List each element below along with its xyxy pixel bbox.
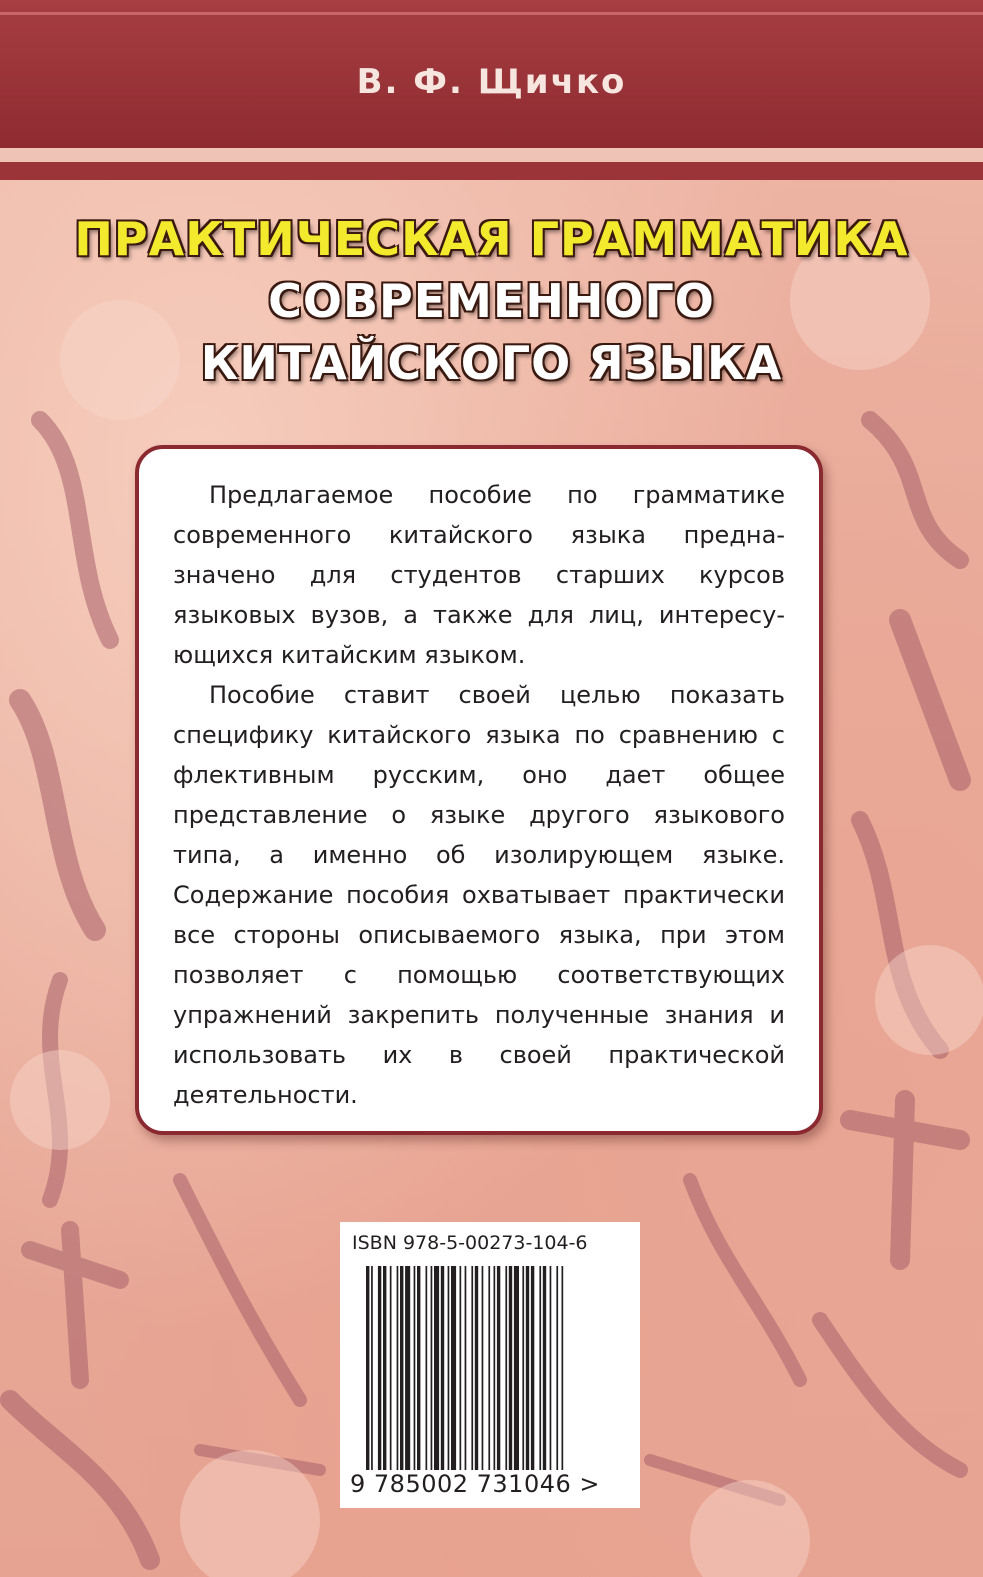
decorative-stripes: [0, 148, 983, 180]
barcode-bar: [505, 1266, 507, 1470]
barcode-bar: [556, 1266, 558, 1470]
title-line-2: СОВРЕМЕННОГО: [268, 274, 715, 328]
barcode-bar: [482, 1266, 484, 1470]
barcode-bar: [434, 1266, 439, 1470]
barcode-bar: [390, 1266, 392, 1470]
author-name: В. Ф. Щичко: [356, 62, 627, 102]
barcode-bar: [400, 1266, 403, 1470]
barcode-bar: [417, 1266, 420, 1470]
barcode-bar: [514, 1266, 519, 1470]
description-box: [135, 445, 823, 1135]
barcode-bar: [441, 1266, 444, 1470]
barcode-bar: [543, 1266, 546, 1470]
barcode-bar: [539, 1266, 541, 1470]
barcode-bar: [414, 1266, 416, 1470]
title-line-3: КИТАЙСКОГО ЯЗЫКА: [200, 336, 783, 390]
barcode-bar: [426, 1266, 428, 1470]
barcode-bar: [471, 1266, 473, 1470]
barcode-bar: [397, 1266, 399, 1470]
barcode-bar: [465, 1266, 467, 1470]
barcode-bar: [522, 1266, 524, 1470]
barcode-bar: [460, 1266, 462, 1470]
barcode-bar: [475, 1266, 478, 1470]
barcode-bar: [531, 1266, 534, 1470]
barcode-bar: [451, 1266, 456, 1470]
barcode-bar: [509, 1266, 512, 1470]
barcode-bar: [383, 1266, 386, 1470]
barcode-icon: [366, 1266, 614, 1470]
barcode-bar: [366, 1266, 369, 1470]
ean-digits: 9 785002 731046 >: [350, 1470, 600, 1498]
isbn-label: ISBN 978-5-00273-104-6: [352, 1232, 588, 1254]
barcode-bar: [431, 1266, 433, 1470]
top-band-line: [0, 12, 983, 15]
barcode-bar: [488, 1266, 490, 1470]
barcode-bar: [526, 1266, 529, 1470]
barcode-bar: [371, 1266, 373, 1470]
barcode-bar: [378, 1266, 381, 1470]
barcode-bar: [448, 1266, 450, 1470]
isbn-barcode-block: [340, 1222, 640, 1508]
barcode-bar: [550, 1266, 552, 1470]
barcode-bar: [562, 1266, 564, 1470]
barcode-bar: [497, 1266, 500, 1470]
description-paragraph-2: Пособие ставит своей целью показать специфику китайского языка по сравнению с флективным русским, оно дает общее представление о языке другого языкового типа, а именно об изолирующем языке. Содержание пособия охватывает практически все стороны описываемого языка, при этом позволяет с помощью соответствующих упражнений закрепить полученные знания и использовать их в своей практической деятельности.: [173, 681, 785, 1109]
barcode-bar: [405, 1266, 410, 1470]
book-title: [0, 208, 983, 394]
description-paragraph-1: Предлагаемое пособие по грамматике современного китайского языка предназначено для студентов старших курсов языковых вузов, а также для лиц, интересующихся китайским языком.: [173, 481, 785, 669]
barcode-bar: [494, 1266, 496, 1470]
title-line-1: ПРАКТИЧЕСКАЯ ГРАММАТИКА: [74, 212, 909, 266]
